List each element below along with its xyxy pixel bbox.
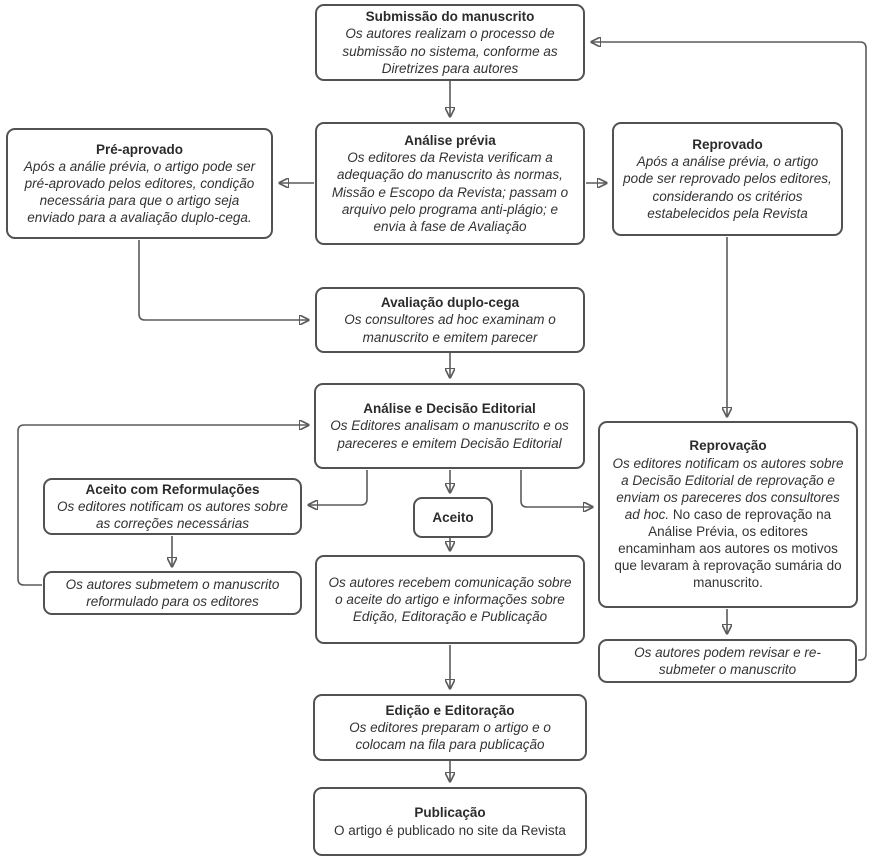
node-body-italic: Os editores notificam os autores sobre a Decisão Editorial de reprovação e enviam os pareceres dos consultores ad hoc. [612,455,844,522]
node-aceito [413,497,493,538]
node-body: Os autores realizam o processo de submissão no sistema, conforme as Diretrizes para autores [342,26,558,76]
node-body: Os consultores ad hoc examinam o manuscrito e emitem parecer [344,312,556,345]
node-title: Aceito com Reformulações [85,481,260,497]
node-body: Após a análise prévia, o artigo pode ser reprovado pelos editores, considerando os critérios estabelecidos pela Revista [623,154,832,221]
node-body: Os editores preparam o artigo e o colocam na fila para publicação [349,719,551,753]
node-comunicacao-aceite [315,555,585,644]
node-body: Os autores podem revisar e re-submeter o manuscrito [634,644,821,677]
node-publicacao [313,787,587,856]
node-submissao-do-manuscrito [315,4,585,81]
node-body: Os Editores analisam o manuscrito e os pareceres e emitem Decisão Editorial [330,418,569,451]
node-body: Os autores recebem comunicação sobre o aceite do artigo e informações sobre Edição, Editoração e Publicação [328,574,572,625]
node-body: O artigo é publicado no site da Revista [334,822,566,838]
node-title: Análise e Decisão Editorial [363,401,536,417]
node-body: Após a análie prévia, o artigo pode ser pré-aprovado pelos editores, condição necessária para que o artigo seja enviado para a avaliação duplo-cega. [23,158,256,226]
node-body [608,455,848,592]
node-title: Aceito [432,509,474,525]
node-body: Os autores submetem o manuscrito reformulado para os editores [65,576,280,609]
node-title: Pré-aprovado [95,141,184,157]
node-reprovado [612,122,843,236]
node-title: Submissão do manuscrito [365,9,535,25]
node-body: Os editores notificam os autores sobre as correções necessárias [56,498,289,532]
node-avaliacao-duplo-cega [315,287,585,353]
node-analise-previa [315,122,585,245]
node-edicao-editoracao [313,694,587,761]
node-aceito-com-reformulacoes [43,478,302,535]
node-title: Reprovado [692,137,763,153]
node-analise-decisao-editorial [314,383,585,469]
node-title: Análise prévia [404,133,496,149]
node-pre-aprovado [6,128,273,239]
node-title: Publicação [414,805,486,821]
node-reprovacao [598,421,858,608]
node-body-regular: No caso de reprovação na Análise Prévia, os editores encaminham aos autores os motivos que levaram à reprovação sumária do manuscrito. [614,506,842,591]
node-resubmissao-reformulado [43,571,302,615]
node-title: Avaliação duplo-cega [380,295,520,311]
node-title: Reprovação [689,438,767,454]
node-title: Edição e Editoração [385,702,515,718]
node-revisar-resubmeter [598,639,857,683]
node-body: Os editores da Revista verificam a adequação do manuscrito às normas, Missão e Escopo da Revista; passam o arquivo pelo programa anti-plágio; e envia à fase de Avaliação [331,150,569,234]
